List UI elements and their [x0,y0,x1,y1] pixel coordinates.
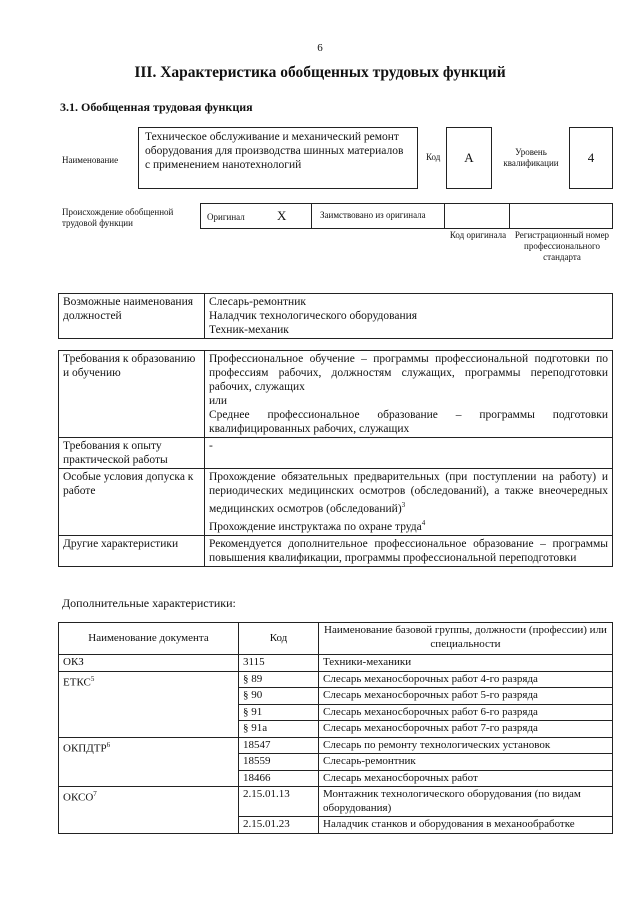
requirement-value [205,469,613,536]
doc-cell: ОКПДТР$^6$ [59,737,239,787]
level-box [569,127,613,189]
positions-values [205,294,613,339]
requirement-label: Особые условия допуска к работе [59,469,205,536]
header-code: Код [239,623,319,655]
requirement-line: или [209,395,228,407]
footnote-ref: 7 [93,790,97,798]
table-row [59,787,613,817]
requirement-row [59,469,613,536]
name-cell: Слесарь механосборочных работ 5-го разряда [319,688,613,705]
page-number: 6 [317,42,323,54]
level-value: 4 [587,150,595,165]
footnote-ref: 6 [106,740,111,749]
name-cell: Слесарь механосборочных работ 4-го разряда [319,671,613,688]
name-cell: Монтажник технологического оборудования (по видам оборудования) [319,787,613,817]
doc-cell: ОКЗ [59,655,239,672]
name-cell: Слесарь механосборочных работ [319,770,613,787]
function-name-box [138,127,418,189]
code-cell: 3115 [239,655,319,672]
requirement-row [59,351,613,438]
origin-original-cell [200,203,312,229]
code-original-label: Код оригинала [449,230,507,240]
reg-number-label: Регистрационный номер профессионального стандарта [514,230,610,262]
requirement-label: Требования к опыту практической работы [59,438,205,469]
code-cell: § 90 [239,688,319,705]
level-label: Уровень квалификации [503,147,559,168]
position-item: Наладчик технологического оборудования [209,310,418,322]
footnote-ref: 5 [90,674,95,683]
doc-cell: ЕТКС$^5$ [59,671,239,737]
positions-table [58,293,613,339]
table-row [59,737,613,754]
requirement-line: - [209,440,213,452]
requirement-row [59,535,613,566]
footnote-ref: 4 [421,518,426,527]
origin-reg-cell [509,203,613,229]
positions-label: Возможные наименования должностей [59,294,205,339]
borrowed-label: Заимствовано из оригинала [320,210,426,220]
origin-label: Происхождение обобщенной трудовой функции [62,207,174,228]
requirement-line: Рекомендуется дополнительное профессиональное образование – программы повышения квалификации, программы профессиональной переподготовки [209,537,608,564]
doc-cell: ОКСО$^7$ [59,787,239,834]
position-item: Слесарь-ремонтник [209,296,306,308]
requirement-line: Среднее профессиональное образование – программы подготовки квалифицированных рабочих, служащих [209,409,608,435]
code-cell: 18466 [239,770,319,787]
name-cell: Слесарь-ремонтник [319,754,613,771]
section-title: III. Характеристика обобщенных трудовых функций [134,64,506,81]
table-row [59,671,613,688]
additional-title: Дополнительные характеристики: [62,596,236,610]
code-cell: 2.15.01.13 [239,787,319,817]
additional-table [58,622,613,834]
requirement-line: Профессиональное обучение – программы профессиональной подготовки по профессиям рабочих, должностям служащих, программы переподготовки рабочих, служащих [209,353,608,393]
requirement-value [205,535,613,566]
code-value: A [464,150,474,165]
requirement-label: Другие характеристики [59,535,205,566]
requirement-line: Прохождение инструктажа по охране труда$^4$ [209,518,426,533]
original-mark: X [277,208,287,223]
name-cell: Техники-механики [319,655,613,672]
code-cell: § 91а [239,721,319,738]
code-cell: 18547 [239,737,319,754]
requirement-value [205,438,613,469]
code-box [446,127,492,189]
header-doc: Наименование документа [59,623,239,655]
code-label: Код [426,152,441,162]
code-cell: § 91 [239,704,319,721]
header-name: Наименование базовой группы, должности (профессии) или специальности [319,623,613,655]
function-name: Техническое обслуживание и механический ремонт оборудования для производства шинных материалов с применением нанотехнологий [145,131,404,171]
requirements-table [58,350,613,567]
code-cell: § 89 [239,671,319,688]
position-item: Техник-механик [209,324,289,336]
name-label: Наименование [62,155,119,165]
original-label: Оригинал [207,212,245,222]
name-cell: Наладчик станков и оборудования в механообработке [319,817,613,834]
name-cell: Слесарь механосборочных работ 7-го разряда [319,721,613,738]
table-row [59,655,613,672]
name-cell: Слесарь механосборочных работ 6-го разряда [319,704,613,721]
subsection-title: 3.1. Обобщенная трудовая функция [60,100,253,114]
name-cell: Слесарь по ремонту технологических установок [319,737,613,754]
origin-code-cell [444,203,510,229]
footnote-ref: 3 [401,501,406,509]
code-cell: 18559 [239,754,319,771]
requirement-line: Прохождение обязательных предварительных (при поступлении на работу) и периодических медицинских осмотров (обследований), а также внеочередных медицинских осмотров (обследований)$^3$ [209,471,608,515]
code-cell: 2.15.01.23 [239,817,319,834]
requirement-value [205,351,613,438]
origin-borrowed-cell [311,203,445,229]
additional-body [59,655,613,834]
additional-header-row [59,623,613,655]
requirement-row [59,438,613,469]
requirement-label: Требования к образованию и обучению [59,351,205,438]
